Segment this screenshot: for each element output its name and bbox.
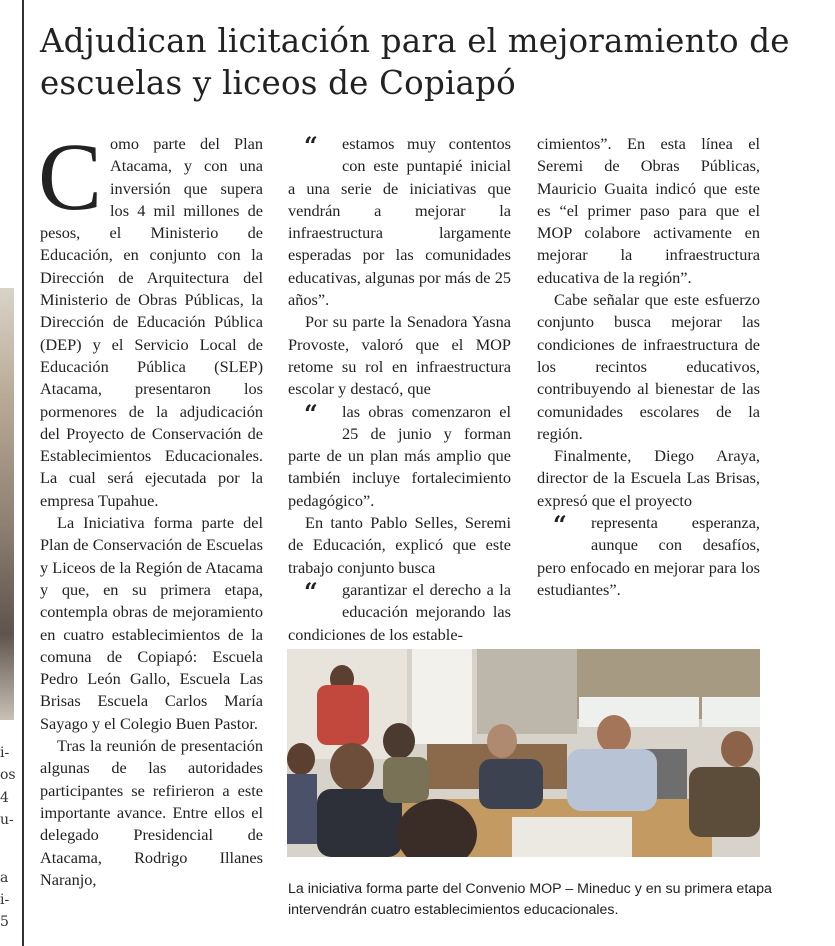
quote-mark-icon: “ [304,131,318,160]
adjacent-article-strip [0,0,22,946]
adjacent-text-fragment: u- [0,812,14,828]
adjacent-text-fragment: a [0,870,9,886]
meeting-photo [287,649,760,857]
adjacent-text-fragment: i- [0,745,10,761]
paragraph: Cabe señalar que este esfuerzo conjunto busca mejorar las condiciones de infraestructura de los recintos educativos, contribuyendo al bienestar de las comunidades escolares de la región. [537,290,760,443]
article-column-1 [38,123,263,891]
paragraph: Por su parte la Senadora Yasna Provoste, valoró que el MOP retome su rol en infraestructura escolar y destacó, que [288,312,511,399]
drop-cap: C [38,123,103,230]
quote-text: garantizar el derecho a la educación mejorando las condiciones de los estable- [288,579,511,644]
paragraph: En tanto Pablo Selles, Seremi de Educación, explicó que este trabajo conjunto busca [288,513,511,577]
adjacent-photo-fragment [0,288,14,720]
quote-mark-icon: “ [553,510,567,540]
quote-paragraph [288,398,511,512]
quote-mark-icon: “ [304,576,318,606]
paragraph [38,123,263,512]
quote-paragraph [288,576,511,646]
meeting-photo-illustration [287,649,760,857]
paragraph: Finalmente, Diego Araya, director de la Escuela Las Brisas, expresó que el proyecto [537,446,760,510]
paragraph: La Iniciativa forma parte del Plan de Conservación de Escuelas y Liceos de la Región de Atacama y que, en su primera etapa, contempla obras de mejoramiento en cuatro establecimientos de la comuna de Copiapó: Escuela Pedro León Gallo, Escuela Las Brisas Escuela Carlos María Sayago y el Colegio Buen Pastor. [40,513,263,733]
adjacent-text-fragment: i- [0,892,10,908]
adjacent-text-fragment: 5 [0,914,9,930]
adjacent-text-fragment: os [0,767,16,783]
quote-paragraph [537,512,760,601]
adjacent-text-fragment: 4 [0,790,9,806]
photo-caption: La iniciativa forma parte del Convenio MOP – Mineduc y en su primera etapa intervendrán cuatro establecimientos educacionales. [288,881,772,918]
quote-text: estamos muy contentos con este puntapié inicial a una serie de iniciativas que vendrán a mejorar la infraestructura largamente esperadas por las comunidades educativas, algunas por más de 25 años”. [288,134,511,310]
quote-text: representa esperanza, aunque con desafíos, pero enfocado en mejorar para los estudiantes”. [537,513,760,599]
paragraph-text: omo parte del Plan Atacama, y con una inversión que supera los 4 mil millones de pesos, el Ministerio de Educación, en conjunto con la Dirección de Arquitectura del Ministerio de Obras Públicas, la Dirección de Educación Pública (DEP) y el Servicio Local de Educación Pública (SLEP) Atacama, presentaron los pormenores de la adjudicación del Proyecto de Conservación de Establecimientos Educacionales. La cual será ejecutada por la empresa Tupahue. [40,134,263,510]
quote-text: las obras comenzaron el 25 de junio y forman parte de un plan más amplio que también incluye fortalecimiento pedagógico”. [288,401,511,510]
paragraph: Tras la reunión de presentación algunas de las autoridades participantes se refirieron a este importante avance. Entre ellos el delegado Presidencial de Atacama, Rodrigo Illanes Naranjo, [40,736,263,889]
paragraph: cimientos”. En esta línea el Seremi de Obras Públicas, Mauricio Guaita indicó que este es “el primer paso para que el MOP colabore activamente en mejorar la infraestructura educativa de la región”. [537,134,760,287]
quote-paragraph [288,133,511,311]
article-column-2 [288,133,511,646]
column-divider [22,0,24,946]
quote-mark-icon: “ [304,398,318,428]
article-column-3 [537,133,760,601]
article-headline: Adjudican licitación para el mejoramiento de escuelas y liceos de Copiapó [40,22,790,102]
